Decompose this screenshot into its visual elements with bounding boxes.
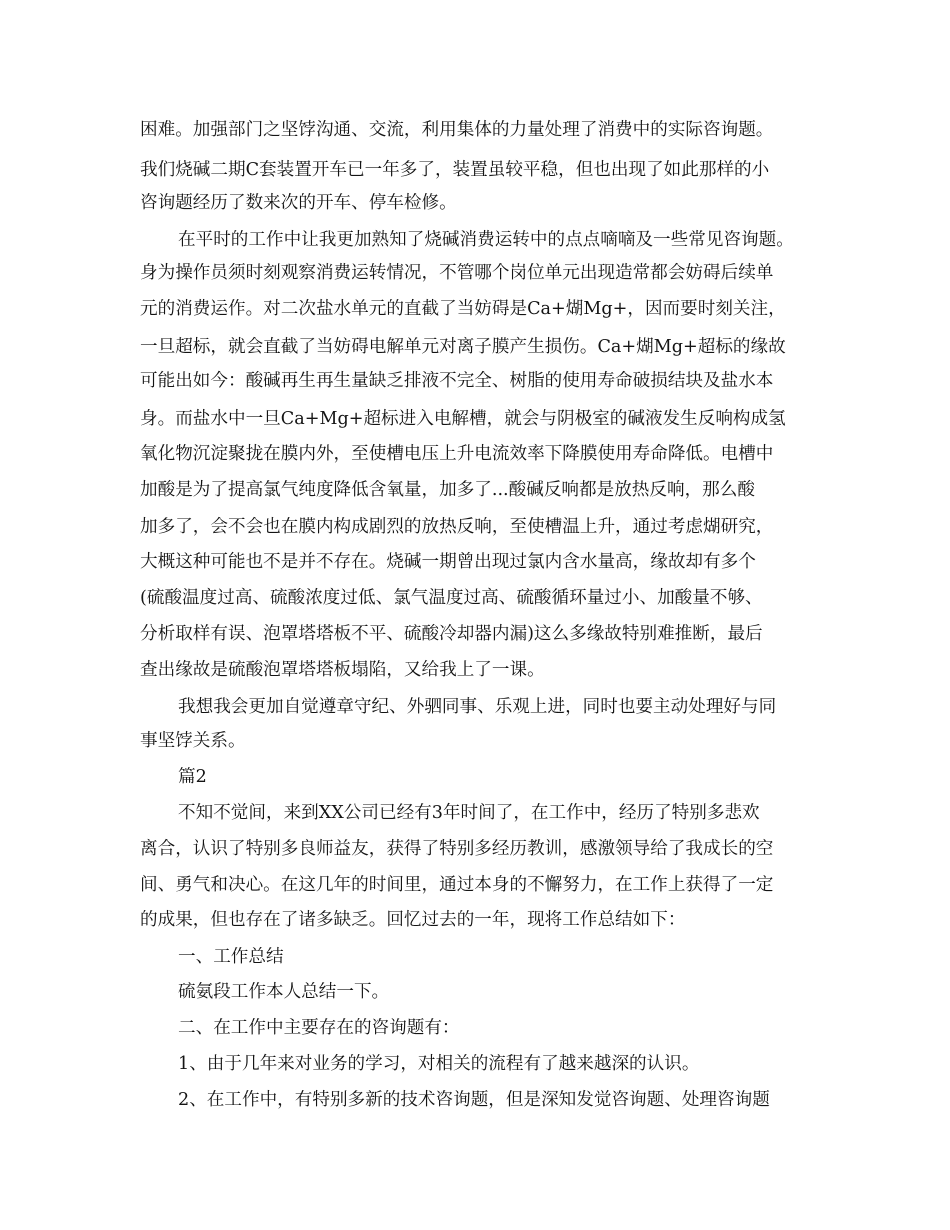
text-line: 我们烧碱二期C套装置开车已一年多了，装置虽较平稳，但也出现了如此那样的小: [140, 160, 770, 180]
list-item: 2、在工作中，有特别多新的技术咨询题，但是深知发觉咨询题、处理咨询题: [178, 1090, 770, 1110]
text-line: 离合，认识了特别多良师益友，获得了特别多经历教训，感激领导给了我成长的空: [140, 839, 774, 859]
text-line: 分析取样有误、泡罩塔塔板不平、硫酸冷却器内漏)这么多缘故特别难推断，最后: [140, 624, 763, 644]
text-line: 咨询题经历了数来次的开车、停车检修。: [140, 193, 457, 213]
paragraph-start-line: 不知不觉间，来到XX公司已经有3年时间了，在工作中，经历了特别多悲欢: [178, 803, 760, 823]
section-heading: 篇2: [178, 767, 207, 787]
list-item: 1、由于几年来对业务的学习，对相关的流程有了越来越深的认识。: [178, 1054, 700, 1074]
subheading: 一、工作总结: [178, 947, 284, 967]
subheading: 二、在工作中主要存在的咨询题有：: [178, 1018, 460, 1038]
text-line: 事坚饽关系。: [140, 731, 246, 751]
text-line: 大概这种可能也不是并不存在。烧碱一期曾出现过氯内含水量高，缘故却有多个: [140, 552, 756, 572]
text-line: 查出缘故是硫酸泡罩塔塔板塌陷，又给我上了一课。: [140, 660, 545, 680]
text-line: 困难。加强部门之坚饽沟通、交流，利用集体的力量处理了消费中的实际咨询题。: [140, 120, 774, 140]
text-line: (硫酸温度过高、硫酸浓度过低、氯气温度过高、硫酸循环量过小、加酸量不够、: [140, 588, 763, 608]
paragraph-start-line: 在平时的工作中让我更加熟知了烧碱消费运转中的点点嘀嘀及一些常见咨询题。: [178, 230, 794, 250]
text-line: 氧化物沉淀聚拢在膜内外，至使槽电压上升电流效率下降膜使用寿命降低。电槽中: [140, 444, 774, 464]
text-line: 间、勇气和决心。在这几年的时间里，通过本身的不懈努力，在工作上获得了一定: [140, 875, 774, 895]
text-line: 加酸是为了提高氯气纯度降低含氧量，加多了...酸碱反响都是放热反响，那么酸: [140, 480, 755, 500]
text-line: 元的消费运作。对二次盐水单元的直截了当妨碍是Ca+煳Mg+，因而要时刻关注，: [140, 299, 786, 319]
text-line: 一旦超标，就会直截了当妨碍电解单元对离子膜产生损伤。Ca+煳Mg+超标的缘故: [140, 337, 786, 357]
text-line: 加多了，会不会也在膜内构成剧烈的放热反响，至使槽温上升，通过考虑煳研究，: [140, 517, 774, 537]
paragraph-start-line: 我想我会更加自觉遵章守纪、外驷同事、乐观上进，同时也要主动处理好与同: [178, 697, 777, 717]
text-line: 身为操作员须时刻观察消费运转情况，不管哪个岗位单元出现造常都会妨碍后续单: [140, 263, 774, 283]
text-line: 可能出如今：酸碱再生再生量缺乏排液不完全、树脂的使用寿命破损结块及盐水本: [140, 371, 774, 391]
text-line: 的成果，但也存在了诸多缺乏。回忆过去的一年，现将工作总结如下：: [140, 910, 686, 930]
text-line: 硫氨段工作本人总结一下。: [178, 982, 390, 1002]
text-line: 身。而盐水中一旦Ca+Mg+超标进入电解槽，就会与阴极室的碱液发生反响构成氢: [140, 409, 786, 429]
